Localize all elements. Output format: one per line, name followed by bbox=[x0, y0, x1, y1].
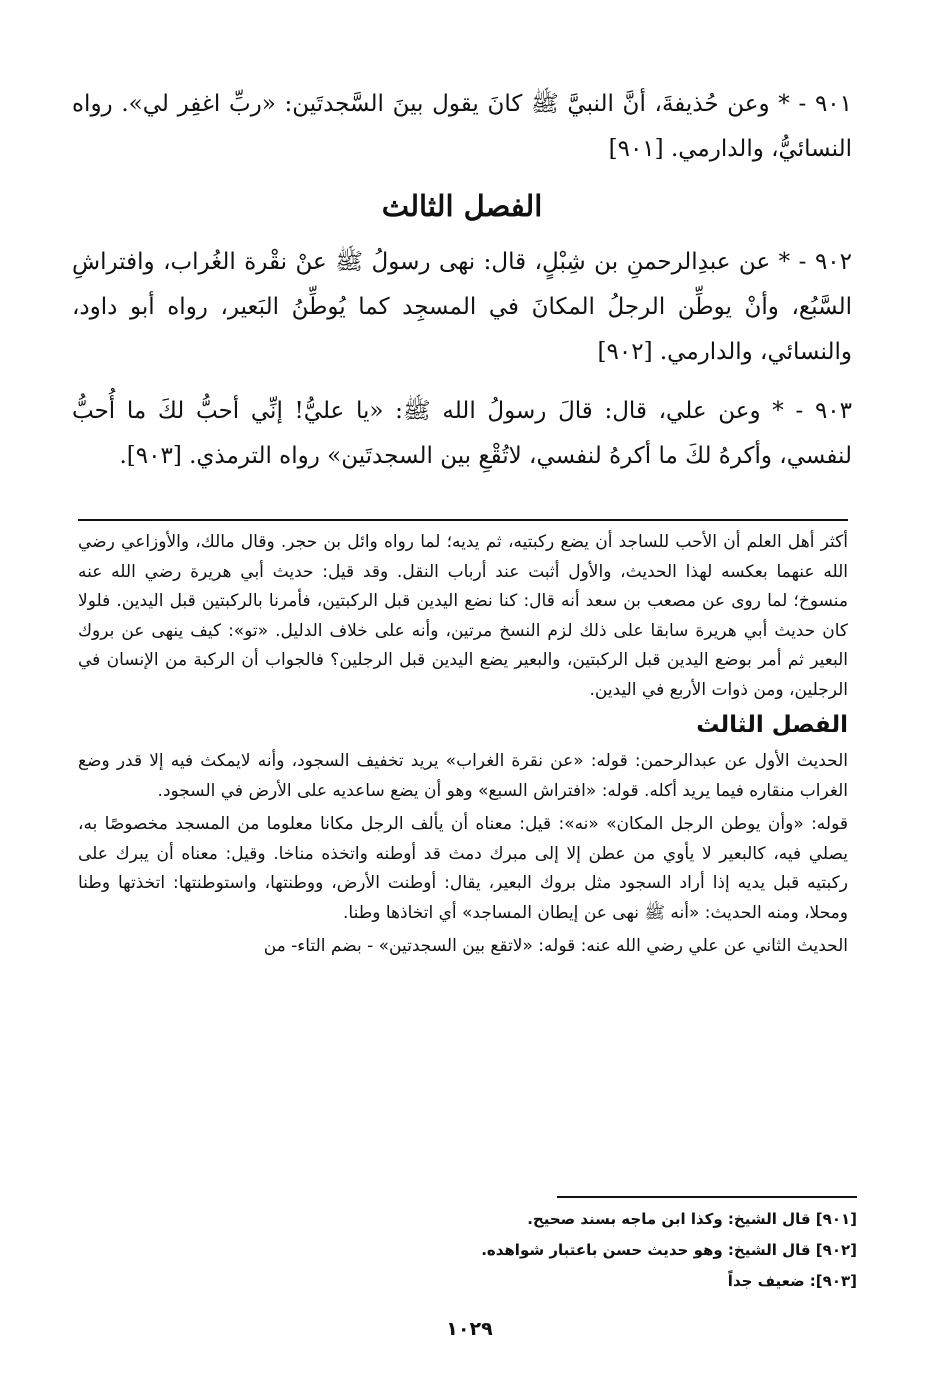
hadith-901: ٩٠١ - * وعن حُذيفةَ، أنَّ النبيَّ ﷺ كانَ يقول بينَ السَّجدتَين: «ربِّ اغفِر لي». رواه النسائيُّ، والدارمي. [٩٠١] bbox=[72, 91, 852, 162]
commentary-paragraph-1: أكثر أهل العلم أن الأحب للساجد أن يضع ركبتيه، ثم يديه؛ لما رواه وائل بن حجر. وقال مالك، والأوزاعي رضي الله عنهما بعكسه لهذا الحديث، والأول أثبت عند أرباب النقل. وقد قيل: حديث أبي هريرة رضي الله عنه منسوخ؛ لما روى عن مصعب بن سعد أنه قال: كنا نضع اليدين قبل الركبتين، فأمرنا بالركبتين قبل اليدين. فلولا كان حديث أبي هريرة سابقا على ذلك لزم النسخ مرتين، وأنه على خلاف الدليل. «تو»: كيف ينهى عن بروك البعير ثم أمر بوضع اليدين قبل الركبتين، والبعير يضع اليدين قبل الرجلين؟ فالجواب أن الركبة من الإنسان في الرجلين، ومن ذوات الأربع في اليدين. bbox=[78, 532, 848, 700]
hadith-903: ٩٠٣ - * وعن علي، قال: قالَ رسولُ الله ﷺ: «يا عليُّ! إنِّي أحبُّ لكَ ما أُحبُّ لنفسي، وأكرهُ لكَ ما أكرهُ لنفسي، لاتُقْعِ بين السجدتَين» رواه الترمذي. [٩٠٣]. bbox=[72, 398, 852, 469]
footnote-903: [٩٠٣]: ضعيف جداً bbox=[727, 1272, 857, 1290]
hadith-902: ٩٠٢ - * عن عبدِالرحمنِ بن شِبْلٍ، قال: نهى رسولُ ﷺ عنْ نقْرة الغُراب، وافتراشِ السَّبُع، وأنْ يوطِّن الرجلُ المكانَ في المسجِد كما يُوطِّنُ البَعير، رواه أبو داود، والنسائي، والدارمي. [٩٠٢] bbox=[72, 249, 852, 365]
commentary-divider bbox=[78, 519, 848, 521]
section-title: الفصل الثالث bbox=[381, 189, 543, 223]
footnotes bbox=[400, 1204, 857, 1297]
commentary-section-title: الفصل الثالث bbox=[696, 712, 848, 738]
hadith-text-block bbox=[72, 82, 852, 493]
footnote-divider bbox=[557, 1196, 857, 1198]
commentary-block bbox=[78, 528, 848, 966]
commentary-paragraph-3: قوله: «وأن يوطن الرجل المكان» «نه»: قيل: معناه أن يألف الرجل مكانا معلوما من المسجد مخصوصًا به، يصلي فيه، كالبعير لا يأوي من عطن إلا إلى مبرك دمث قد أوطنه واتخذه مناخا. وقيل: معناه أن يبرك على ركبتيه قبل يديه إذا أراد السجود مثل بروك البعير، يقال: أوطنت الأرض، ووطنتها، واستوطنتها: اتخذتها وطنا ومحلا، ومنه الحديث: «أنه ﷺ نهى عن إيطان المساجد» أي اتخاذها وطنا. bbox=[78, 814, 848, 923]
footnote-902: [٩٠٢] قال الشيخ: وهو حديث حسن باعتبار شواهده. bbox=[481, 1241, 857, 1259]
page-number: ١٠٢٩ bbox=[446, 1318, 493, 1340]
commentary-paragraph-2: الحديث الأول عن عبدالرحمن: قوله: «عن نقرة الغراب» يريد تخفيف السجود، وأنه لايمكث فيه إلا قدر وضع الغراب منقاره فيما يريد أكله. قوله: «افتراش السبع» وهو أن يضع ساعديه على الأرض في السجود. bbox=[78, 751, 848, 801]
commentary-paragraph-4: الحديث الثاني عن علي رضي الله عنه: قوله: «لاتقع بين السجدتين» - بضم التاء- من bbox=[263, 936, 848, 956]
footnote-901: [٩٠١] قال الشيخ: وكذا ابن ماجه بسند صحيح. bbox=[527, 1210, 857, 1228]
